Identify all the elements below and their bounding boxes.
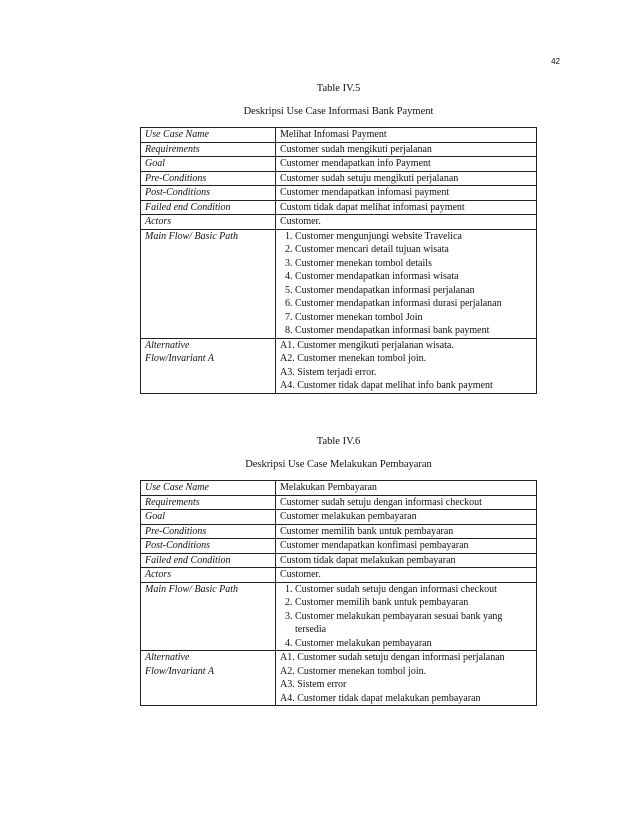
alternative-item: A4. Customer tidak dapat melihat info bank payment xyxy=(280,380,493,391)
alternative-flow-row xyxy=(141,338,537,393)
row-key: Goal xyxy=(141,157,276,172)
alternative-flow-items xyxy=(276,338,537,393)
table-title: Deskripsi Use Case Informasi Bank Payment xyxy=(243,106,434,117)
alternative-flow-key xyxy=(141,651,276,706)
row-key: Pre-Conditions xyxy=(141,524,276,539)
table-row xyxy=(141,171,537,186)
row-value: Custom tidak dapat melakukan pembayaran xyxy=(276,553,537,568)
flow-step: 6. Customer mendapatkan informasi durasi perjalanan xyxy=(295,297,532,311)
row-key: Use Case Name xyxy=(141,481,276,496)
table-row xyxy=(141,186,537,201)
main-flow-row xyxy=(141,582,537,651)
alternative-item: A3. Sistem terjadi error. xyxy=(280,366,377,378)
flow-step: 2. Customer mencari detail tujuan wisata xyxy=(295,243,532,257)
table-row xyxy=(141,142,537,157)
alternative-key-line: Flow/Invariant A xyxy=(145,665,214,677)
table-row xyxy=(141,539,537,554)
table-row xyxy=(141,157,537,172)
table-number: Table IV.5 xyxy=(316,83,361,94)
row-key: Requirements xyxy=(141,495,276,510)
table-row xyxy=(141,510,537,525)
use-case-table xyxy=(140,480,537,706)
alternative-item: A1. Customer sudah setuju dengan informasi perjalanan xyxy=(280,652,505,663)
table-row xyxy=(141,481,537,496)
alternative-item: A3. Sistem error xyxy=(280,679,347,690)
flow-step: 4. Customer melakukan pembayaran xyxy=(295,637,532,651)
alternative-key-line: Alternative xyxy=(145,339,190,351)
alternative-item: A2. Customer menekan tombol join. xyxy=(280,353,427,364)
row-key: Failed end Condition xyxy=(141,200,276,215)
alternative-item: A2. Customer menekan tombol join. xyxy=(280,665,427,677)
alternative-flow-key xyxy=(141,338,276,393)
row-key: Actors xyxy=(141,215,276,230)
table-row xyxy=(141,200,537,215)
table-row xyxy=(141,568,537,583)
row-key: Pre-Conditions xyxy=(141,171,276,186)
row-key: Failed end Condition xyxy=(141,553,276,568)
alternative-item: A4. Customer tidak dapat melakukan pembayaran xyxy=(280,692,481,704)
row-value: Customer memilih bank untuk pembayaran xyxy=(276,524,537,539)
flow-step: 5. Customer mendapatkan informasi perjalanan xyxy=(295,284,532,298)
flow-step: 2. Customer memilih bank untuk pembayaran xyxy=(295,596,532,610)
flow-step: 8. Customer mendapatkan informasi bank payment xyxy=(295,324,532,338)
use-case-table xyxy=(140,127,537,394)
row-value: Custom tidak dapat melihat infomasi payment xyxy=(276,200,537,215)
row-key: Requirements xyxy=(141,142,276,157)
table-row xyxy=(141,524,537,539)
row-key: Goal xyxy=(141,510,276,525)
table-row xyxy=(141,495,537,510)
row-value: Customer. xyxy=(276,215,537,230)
row-key: Use Case Name xyxy=(141,128,276,143)
main-flow-row xyxy=(141,229,537,338)
alternative-key-line: Alternative xyxy=(145,652,190,663)
main-flow-key: Main Flow/ Basic Path xyxy=(141,229,276,338)
row-value: Customer sudah setuju dengan informasi checkout xyxy=(276,495,537,510)
row-value: Customer sudah setuju mengikuti perjalanan xyxy=(276,171,537,186)
row-value: Customer mendapatkan info Payment xyxy=(276,157,537,172)
row-value: Customer mendapatkan konfimasi pembayaran xyxy=(276,539,537,554)
row-key: Post-Conditions xyxy=(141,186,276,201)
table-number: Table IV.6 xyxy=(316,436,361,447)
table-row xyxy=(141,553,537,568)
flow-step: 7. Customer menekan tombol Join xyxy=(295,311,532,325)
flow-step: 4. Customer mendapatkan informasi wisata xyxy=(295,270,532,284)
row-value: Customer mendapatkan infomasi payment xyxy=(276,186,537,201)
main-flow-steps xyxy=(276,229,537,338)
row-value: Customer sudah mengikuti perjalanan xyxy=(276,142,537,157)
row-key: Actors xyxy=(141,568,276,583)
alternative-item: A1. Customer mengikuti perjalanan wisata. xyxy=(280,339,454,351)
alternative-flow-row xyxy=(141,651,537,706)
row-value: Melakukan Pembayaran xyxy=(276,481,537,496)
row-value: Customer. xyxy=(276,568,537,583)
alternative-key-line: Flow/Invariant A xyxy=(145,353,214,364)
page-number: 42 xyxy=(551,57,560,66)
row-value: Customer melakukan pembayaran xyxy=(276,510,537,525)
flow-step: 3. Customer menekan tombol details xyxy=(295,257,532,271)
row-value: Melihat Infomasi Payment xyxy=(276,128,537,143)
row-key: Post-Conditions xyxy=(141,539,276,554)
alternative-flow-items xyxy=(276,651,537,706)
main-flow-steps xyxy=(276,582,537,651)
main-flow-key: Main Flow/ Basic Path xyxy=(141,582,276,651)
flow-step: 1. Customer mengunjungi website Travelica xyxy=(295,230,532,244)
table-row xyxy=(141,128,537,143)
flow-step: 1. Customer sudah setuju dengan informasi checkout xyxy=(295,583,532,597)
table-title: Deskripsi Use Case Melakukan Pembayaran xyxy=(245,459,432,470)
flow-step: 3. Customer melakukan pembayaran sesuai bank yang tersedia xyxy=(295,610,532,637)
table-row xyxy=(141,215,537,230)
